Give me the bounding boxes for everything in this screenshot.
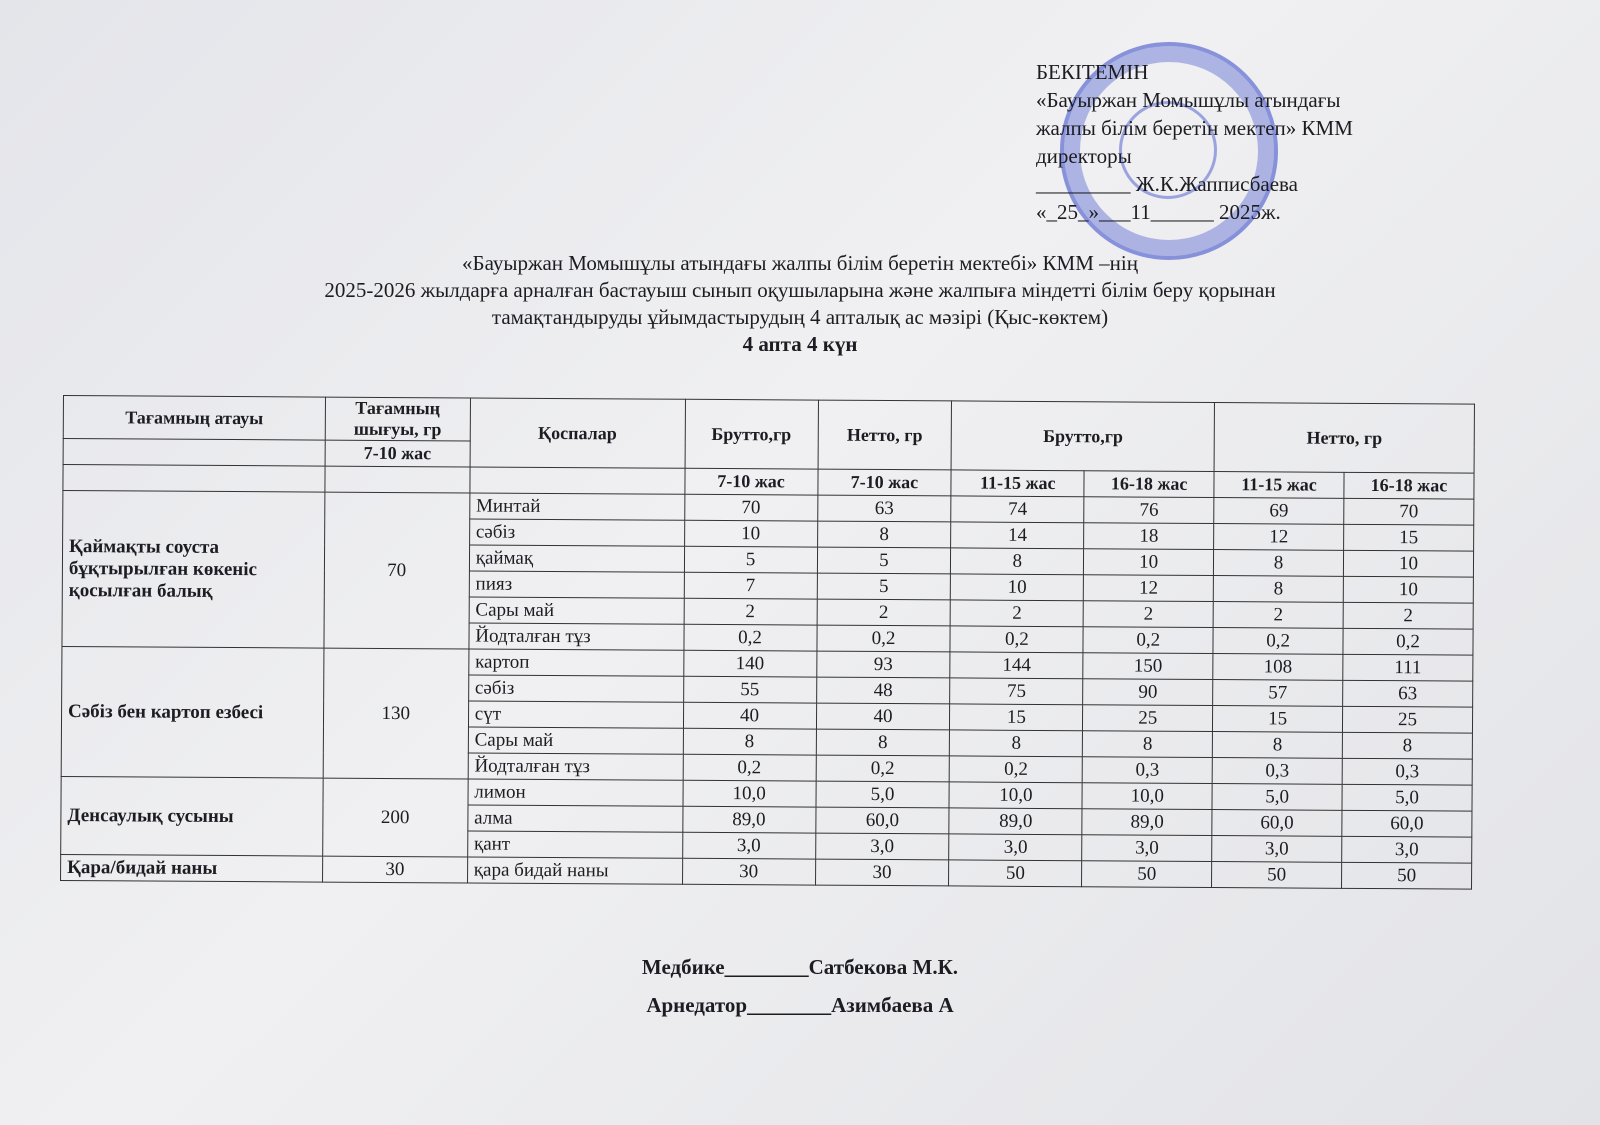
tenant-signature: Арнедатор________Азимбаева А: [646, 993, 954, 1017]
ingredient-amount: 70: [684, 494, 817, 521]
nurse-signature: Медбике________Сатбекова М.К.: [641, 955, 959, 979]
ingredient-amount: 8: [683, 728, 816, 755]
ingredient-amount: 8: [1083, 731, 1213, 758]
ingredient-name: Йодталған тұз: [469, 623, 684, 650]
ingredient-amount: 48: [816, 677, 950, 704]
approval-line: жалпы білім беретін мектеп» КММ: [1036, 116, 1353, 140]
ingredient-amount: 12: [1214, 524, 1344, 551]
ingredient-amount: 2: [684, 598, 817, 625]
ingredient-amount: 50: [1342, 862, 1472, 889]
ingredient-amount: 0,2: [1083, 627, 1213, 654]
ingredient-amount: 10: [951, 574, 1084, 601]
ingredient-amount: 63: [817, 495, 951, 522]
header-age: 11-15 жас: [951, 470, 1084, 497]
ingredient-name: пияз: [469, 571, 684, 598]
ingredient-amount: 0,2: [684, 624, 817, 651]
ingredient-amount: 57: [1213, 680, 1343, 707]
ingredient-amount: 5: [817, 547, 951, 574]
title-line: «Бауыржан Момышұлы атындағы жалпы білім беретін мектебі» КММ –нің: [462, 251, 1138, 275]
header-age: 7-10 жас: [817, 469, 951, 496]
dish-yield: 130: [323, 648, 469, 779]
ingredient-amount: 2: [1343, 602, 1473, 629]
ingredient-amount: 3,0: [1212, 836, 1342, 863]
document-title: [0, 250, 1600, 358]
approval-line: директоры: [1036, 144, 1132, 168]
approval-date: «_25_»___11______ 2025ж.: [1036, 200, 1281, 224]
header-age: 16-18 жас: [1344, 472, 1474, 499]
ingredient-amount: 5: [684, 546, 817, 573]
ingredient-amount: 14: [951, 522, 1084, 549]
ingredient-amount: 74: [951, 496, 1084, 523]
ingredient-amount: 10,0: [683, 780, 816, 807]
ingredient-amount: 60,0: [1342, 810, 1472, 837]
ingredient-amount: 2: [951, 600, 1084, 627]
header-age: 7-10 жас: [684, 468, 817, 495]
ingredient-amount: 8: [817, 521, 951, 548]
ingredient-amount: 15: [950, 704, 1083, 731]
ingredient-amount: 8: [1213, 576, 1343, 603]
ingredient-amount: 0,2: [683, 754, 816, 781]
header-empty: [63, 465, 325, 493]
dish-yield: 30: [322, 856, 467, 883]
title-line: 2025-2026 жылдарға арналған бастауыш сынып оқушыларына және жалпыға міндетті білім беру қорынан: [324, 278, 1276, 302]
ingredient-amount: 90: [1083, 679, 1213, 706]
ingredient-amount: 89,0: [1082, 809, 1212, 836]
header-age: 16-18 жас: [1084, 471, 1214, 498]
dish-yield: 70: [324, 492, 470, 649]
ingredient-amount: 0,2: [950, 626, 1083, 653]
ingredient-amount: 10,0: [1082, 783, 1212, 810]
ingredient-amount: 60,0: [1212, 810, 1342, 837]
header-yield-age: 7-10 жас: [325, 440, 470, 467]
ingredient-amount: 10: [684, 520, 817, 547]
ingredient-name: қара бидай наны: [467, 857, 682, 884]
header-brutto-older: Брутто,гр: [951, 401, 1214, 472]
header-dish: Тағамның атауы: [63, 396, 325, 441]
ingredient-amount: 60,0: [815, 807, 949, 834]
menu-table-body: [61, 491, 1474, 890]
ingredient-amount: 40: [816, 703, 950, 730]
ingredient-name: Йодталған тұз: [468, 753, 683, 780]
ingredient-amount: 25: [1342, 706, 1472, 733]
ingredient-amount: 50: [1212, 862, 1342, 889]
ingredient-amount: 8: [950, 730, 1083, 757]
dish-yield: 200: [323, 778, 468, 857]
ingredient-amount: 15: [1213, 706, 1343, 733]
ingredient-amount: 3,0: [1342, 836, 1472, 863]
header-netto: Нетто, гр: [818, 400, 952, 470]
ingredient-name: сүт: [468, 701, 683, 728]
ingredient-amount: 40: [683, 702, 816, 729]
ingredient-name: алма: [468, 805, 683, 832]
ingredient-amount: 10: [1343, 576, 1473, 603]
header-empty: [470, 467, 685, 494]
ingredient-amount: 25: [1083, 705, 1213, 732]
ingredient-amount: 108: [1213, 654, 1343, 681]
ingredient-amount: 8: [951, 548, 1084, 575]
ingredient-amount: 3,0: [1082, 835, 1212, 862]
ingredient-amount: 0,2: [816, 755, 950, 782]
ingredient-name: қаймақ: [469, 545, 684, 572]
ingredient-amount: 3,0: [815, 833, 949, 860]
dish-name: Денсаулық сусыны: [61, 776, 323, 856]
dish-name: Қара/бидай наны: [61, 854, 323, 882]
menu-table: [60, 395, 1475, 890]
ingredient-amount: 8: [1342, 732, 1472, 759]
header-empty: [63, 439, 325, 467]
ingredient-amount: 76: [1084, 497, 1214, 524]
ingredient-amount: 2: [1083, 601, 1213, 628]
ingredient-name: Сары май: [469, 597, 684, 624]
ingredient-amount: 55: [683, 676, 816, 703]
dish-name: Қаймақты соуста бұқтырылған көкеніс қосылған балық: [62, 491, 325, 649]
header-netto-older: Нетто, гр: [1214, 403, 1474, 474]
ingredient-amount: 0,3: [1212, 758, 1342, 785]
ingredient-amount: 2: [1213, 602, 1343, 629]
menu-day: 4 апта 4 күн: [742, 332, 858, 356]
ingredient-amount: 150: [1083, 653, 1213, 680]
ingredient-amount: 30: [682, 858, 815, 885]
header-ingredients: Қоспалар: [470, 398, 685, 468]
ingredient-amount: 10: [1084, 549, 1214, 576]
ingredient-amount: 3,0: [682, 832, 815, 859]
ingredient-amount: 30: [815, 859, 949, 886]
ingredient-amount: 0,3: [1082, 757, 1212, 784]
ingredient-amount: 0,2: [1213, 628, 1343, 655]
ingredient-name: қант: [467, 831, 682, 858]
ingredient-amount: 3,0: [949, 834, 1082, 861]
ingredient-amount: 10,0: [949, 782, 1082, 809]
header-age: 11-15 жас: [1214, 472, 1344, 499]
approval-block: [1036, 58, 1353, 226]
ingredient-amount: 8: [816, 729, 950, 756]
ingredient-amount: 63: [1343, 680, 1473, 707]
ingredient-amount: 7: [684, 572, 817, 599]
ingredient-amount: 5,0: [1212, 784, 1342, 811]
ingredient-name: сәбіз: [469, 519, 684, 546]
ingredient-name: лимон: [468, 779, 683, 806]
ingredient-amount: 15: [1344, 524, 1474, 551]
ingredient-amount: 8: [1212, 732, 1342, 759]
ingredient-amount: 0,3: [1342, 758, 1472, 785]
ingredient-amount: 89,0: [949, 808, 1082, 835]
ingredient-amount: 10: [1343, 550, 1473, 577]
ingredient-amount: 5: [817, 573, 951, 600]
ingredient-amount: 140: [683, 650, 816, 677]
ingredient-amount: 8: [1214, 550, 1344, 577]
ingredient-amount: 2: [817, 599, 951, 626]
ingredient-amount: 93: [816, 651, 950, 678]
ingredient-amount: 5,0: [1342, 784, 1472, 811]
approval-heading: БЕКІТЕМІН: [1036, 60, 1149, 84]
ingredient-amount: 5,0: [815, 781, 949, 808]
ingredient-amount: 89,0: [682, 806, 815, 833]
ingredient-name: сәбіз: [468, 675, 683, 702]
ingredient-amount: 69: [1214, 498, 1344, 525]
header-brutto: Брутто,гр: [685, 399, 818, 469]
approval-line: «Бауыржан Момышұлы атындағы: [1036, 88, 1341, 112]
ingredient-amount: 0,2: [816, 625, 950, 652]
header-yield: Тағамның шығуы, гр: [325, 397, 470, 441]
approval-signer: _________ Ж.К.Жапписбаева: [1036, 172, 1298, 196]
ingredient-amount: 0,2: [1343, 628, 1473, 655]
title-line: тамақтандыруды ұйымдастырудың 4 апталық ас мәзірі (Қыс-көктем): [491, 305, 1109, 329]
ingredient-amount: 75: [950, 678, 1083, 705]
ingredient-amount: 144: [950, 652, 1083, 679]
ingredient-amount: 18: [1084, 523, 1214, 550]
ingredient-name: Сары май: [468, 727, 683, 754]
ingredient-amount: 111: [1343, 654, 1473, 681]
ingredient-name: картоп: [469, 649, 684, 676]
ingredient-name: Минтай: [469, 493, 684, 520]
header-empty: [325, 466, 470, 493]
ingredient-amount: 70: [1344, 498, 1474, 525]
ingredient-amount: 0,2: [950, 756, 1083, 783]
ingredient-amount: 12: [1084, 575, 1214, 602]
dish-name: Сәбіз бен картоп езбесі: [61, 646, 324, 778]
ingredient-amount: 50: [949, 860, 1082, 887]
ingredient-amount: 50: [1082, 861, 1212, 888]
